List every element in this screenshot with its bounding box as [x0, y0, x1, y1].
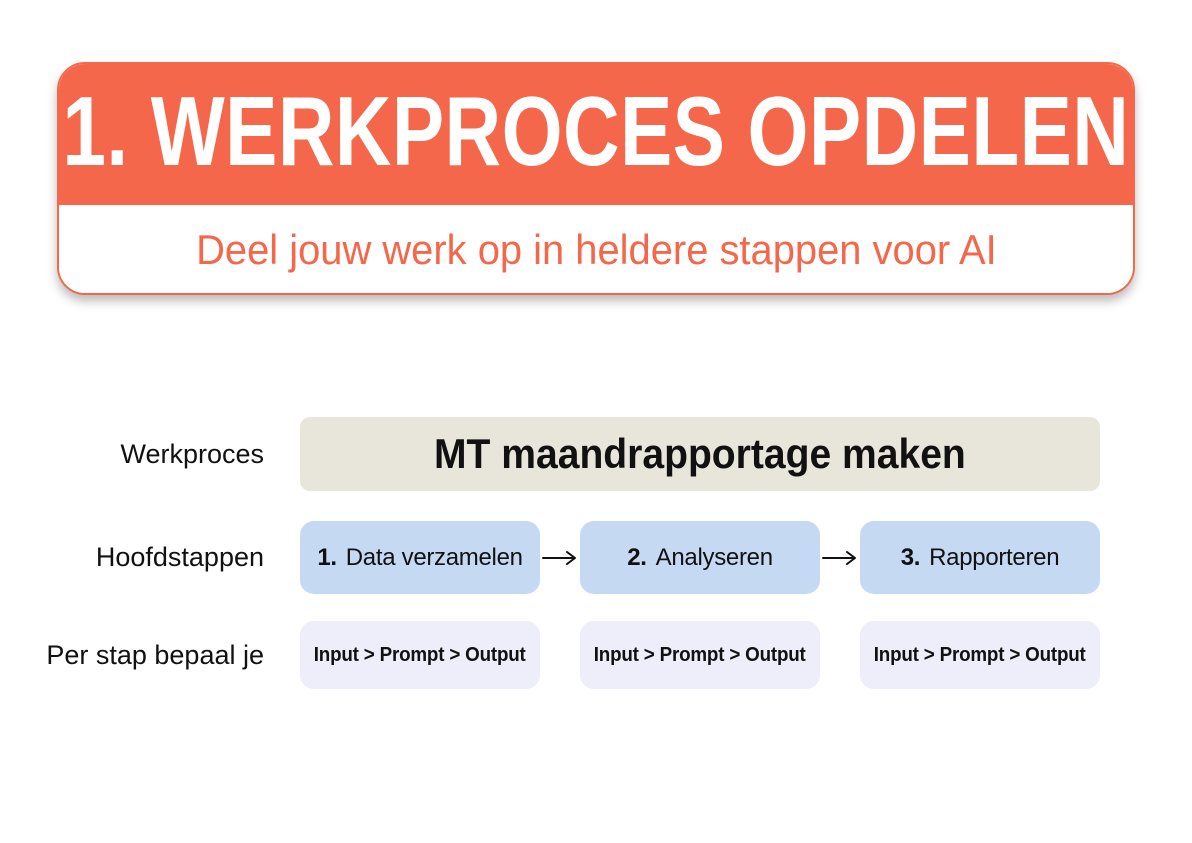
detail-text: Input > Prompt > Output: [874, 643, 1086, 666]
detail-text: Input > Prompt > Output: [594, 643, 806, 666]
step-number: 1.: [317, 543, 337, 571]
header-card: [57, 62, 1135, 295]
detail-text: Input > Prompt > Output: [314, 643, 526, 666]
step-number: 2.: [627, 543, 647, 571]
step-box-3: [860, 521, 1100, 594]
step-number: 3.: [900, 543, 921, 571]
header-subtitle-band: [59, 205, 1133, 295]
detail-box-3: [860, 621, 1100, 689]
arrow-right-icon: [820, 521, 860, 594]
step-box-1: [300, 521, 540, 594]
step-box-2: [580, 521, 820, 594]
step-text: Analyseren: [655, 543, 773, 571]
detail-box-1: [300, 621, 540, 689]
arrow-right-icon: [540, 521, 580, 594]
step-text: Rapporteren: [929, 543, 1060, 571]
process-value: MT maandrapportage maken: [434, 430, 966, 477]
process-box: [300, 417, 1100, 491]
details-row-label: Per stap bepaal je: [46, 639, 264, 670]
process-row-label: Werkproces: [120, 438, 264, 469]
page-subtitle: Deel jouw werk op in heldere stappen voor AI: [195, 226, 997, 273]
step-text: Data verzamelen: [345, 543, 523, 571]
steps-row-label: Hoofdstappen: [95, 542, 264, 572]
detail-box-2: [580, 621, 820, 689]
header-banner: [59, 64, 1133, 205]
page-title: 1. WERKPROCES OPDELEN: [62, 75, 1130, 186]
